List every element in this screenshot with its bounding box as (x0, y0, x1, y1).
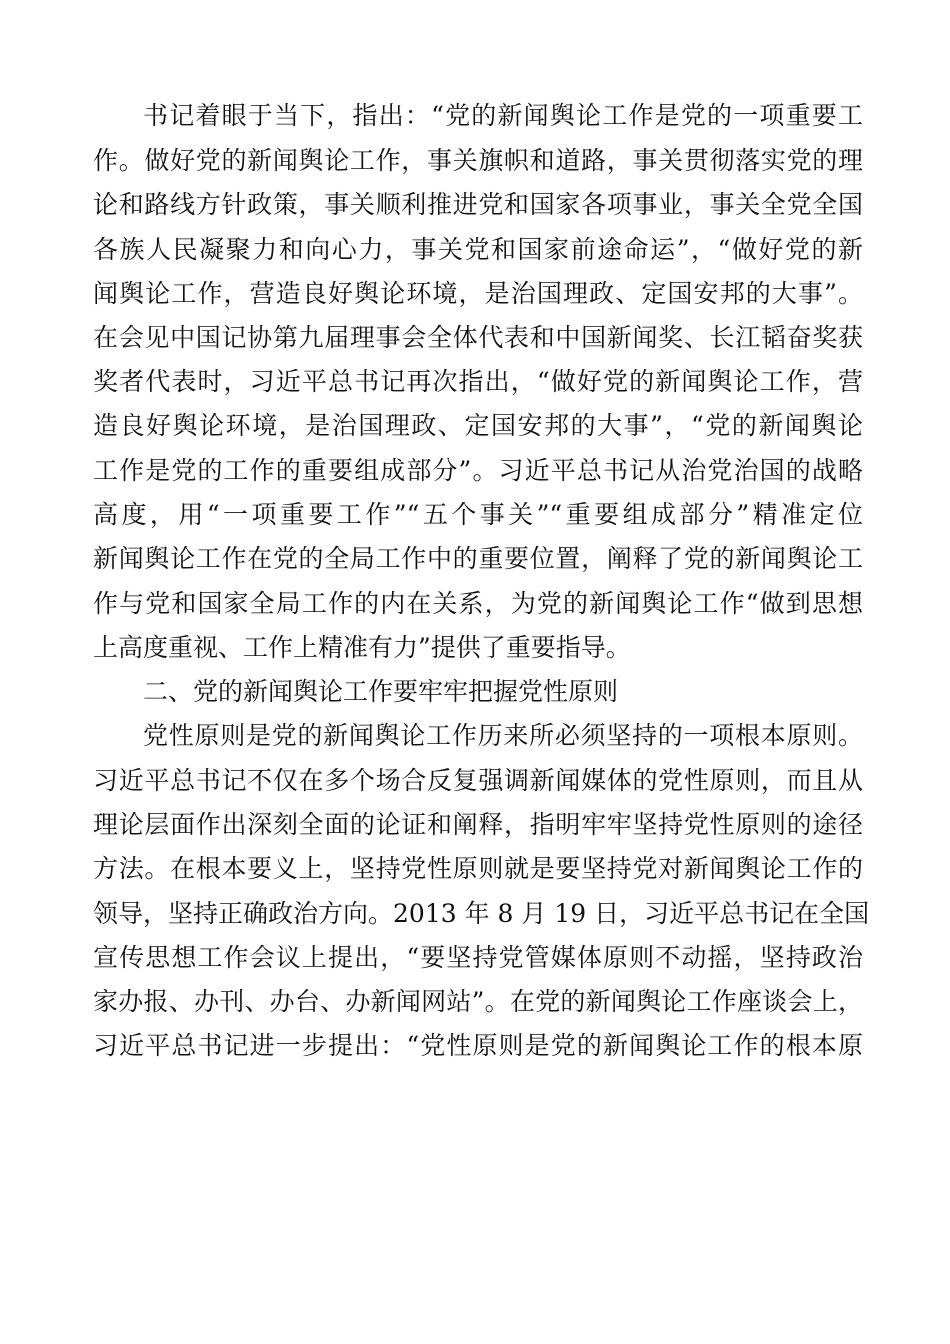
paragraph-1-line-8: 造良好舆论环境，是治国理政、定国安邦的大事”，“党的新闻舆论 (93, 411, 863, 440)
paragraph-2-line-5: 领导，坚持正确政治方向。2013 年 8 月 19 日，习近平总书记在全国 (93, 899, 870, 928)
paragraph-2-line-7: 家办报、办刊、办台、办新闻网站”。在党的新闻舆论工作座谈会上， (93, 987, 863, 1016)
paragraph-1-line-13: 上高度重视、工作上精准有力”提供了重要指导。 (93, 633, 631, 662)
paragraph-1-line-12: 作与党和国家全局工作的内在关系，为党的新闻舆论工作“做到思想 (93, 589, 863, 618)
section-heading: 二、党的新闻舆论工作要牢牢把握党性原则 (143, 677, 619, 706)
paragraph-2-line-6: 宣传思想工作会议上提出，“要坚持党管媒体原则不动摇，坚持政治 (93, 943, 863, 972)
paragraph-1-line-4: 各族人民凝聚力和向心力，事关党和国家前途命运”，“做好党的新 (93, 235, 863, 264)
paragraph-1-line-10: 高度，用“一项重要工作”“五个事关”“重要组成部分”精准定位 (93, 500, 863, 529)
paragraph-2-line-1: 党性原则是党的新闻舆论工作历来所必须坚持的一项根本原则。 (143, 721, 863, 750)
paragraph-1-line-5: 闻舆论工作，营造良好舆论环境，是治国理政、定国安邦的大事”。 (93, 279, 863, 308)
paragraph-2-line-4: 方法。在根本要义上，坚持党性原则就是要坚持党对新闻舆论工作的 (93, 854, 863, 883)
paragraph-2-line-8: 习近平总书记进一步提出：“党性原则是党的新闻舆论工作的根本原 (93, 1031, 863, 1060)
paragraph-1-line-7: 奖者代表时，习近平总书记再次指出，“做好党的新闻舆论工作，营 (93, 367, 863, 396)
paragraph-2-line-2: 习近平总书记不仅在多个场合反复强调新闻媒体的党性原则，而且从 (93, 766, 863, 795)
paragraph-2-line-3: 理论层面作出深刻全面的论证和阐释，指明牢牢坚持党性原则的途径 (93, 810, 863, 839)
paragraph-1-line-2: 作。做好党的新闻舆论工作，事关旗帜和道路，事关贯彻落实党的理 (93, 146, 863, 175)
paragraph-1-line-6: 在会见中国记协第九届理事会全体代表和中国新闻奖、长江韬奋奖获 (93, 323, 863, 352)
paragraph-1-line-3: 论和路线方针政策，事关顺利推进党和国家各项事业，事关全党全国 (93, 190, 863, 219)
paragraph-1-line-11: 新闻舆论工作在党的全局工作中的重要位置，阐释了党的新闻舆论工 (93, 544, 863, 573)
paragraph-1-line-9: 工作是党的工作的重要组成部分”。习近平总书记从治党治国的战略 (93, 456, 863, 485)
paragraph-1-line-1: 书记着眼于当下，指出：“党的新闻舆论工作是党的一项重要工 (143, 101, 863, 130)
